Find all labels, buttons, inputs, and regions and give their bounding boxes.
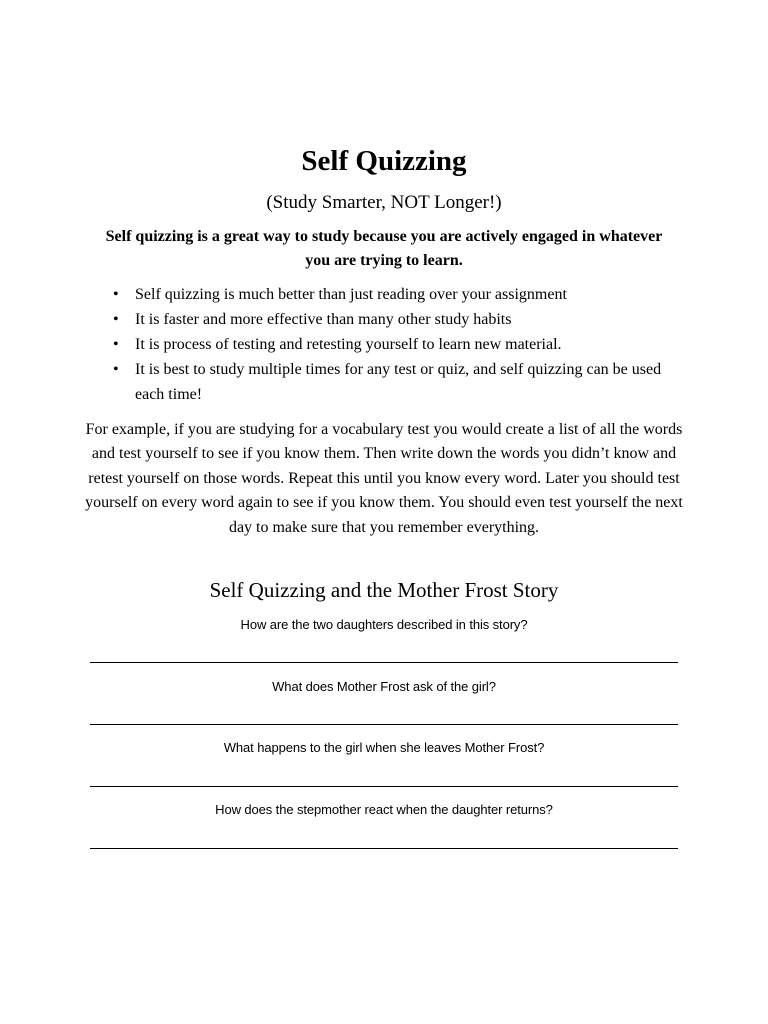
- bullet-icon: •: [113, 311, 119, 328]
- question-2: What does Mother Frost ask of the girl?: [272, 679, 496, 694]
- bullet-icon: •: [113, 286, 119, 303]
- example-paragraph: For example, if you are studying for a vocabulary test you would create a list of all the words and test yourself to see if you know them. Then write down the words you didn’t know and retest yourself on those words. Repeat this until you know every word. Later you should test yourself on every word again to see if you know them. You should even test yourself the next day to make sure that you remember everything.: [85, 421, 683, 536]
- benefits-list: [110, 282, 690, 407]
- answer-line-2: [90, 724, 678, 725]
- answer-line-1: [90, 662, 678, 663]
- list-item-text: It is faster and more effective than many other study habits: [135, 311, 512, 328]
- list-item-text: It is best to study multiple times for any test or quiz, and self quizzing can be used each time!: [135, 361, 662, 403]
- list-item-text: It is process of testing and retesting yourself to learn new material.: [135, 336, 562, 353]
- question-1: How are the two daughters described in this story?: [240, 617, 528, 632]
- page-subtitle: (Study Smarter, NOT Longer!): [266, 192, 502, 213]
- list-item: [110, 357, 690, 407]
- bullet-icon: •: [113, 336, 119, 353]
- bullet-icon: •: [113, 361, 119, 378]
- list-item: [110, 332, 690, 357]
- list-item: [110, 307, 690, 332]
- page-title: Self Quizzing: [301, 145, 467, 177]
- list-item-text: Self quizzing is much better than just reading over your assignment: [135, 286, 567, 303]
- list-item: [110, 282, 690, 307]
- question-3: What happens to the girl when she leaves Mother Frost?: [223, 740, 545, 755]
- intro-paragraph: Self quizzing is a great way to study because you are actively engaged in whatever you are trying to learn.: [105, 228, 663, 269]
- section-heading: Self Quizzing and the Mother Frost Story: [209, 578, 559, 602]
- answer-line-3: [90, 786, 678, 787]
- question-4: How does the stepmother react when the daughter returns?: [215, 802, 553, 817]
- answer-line-4: [90, 848, 678, 849]
